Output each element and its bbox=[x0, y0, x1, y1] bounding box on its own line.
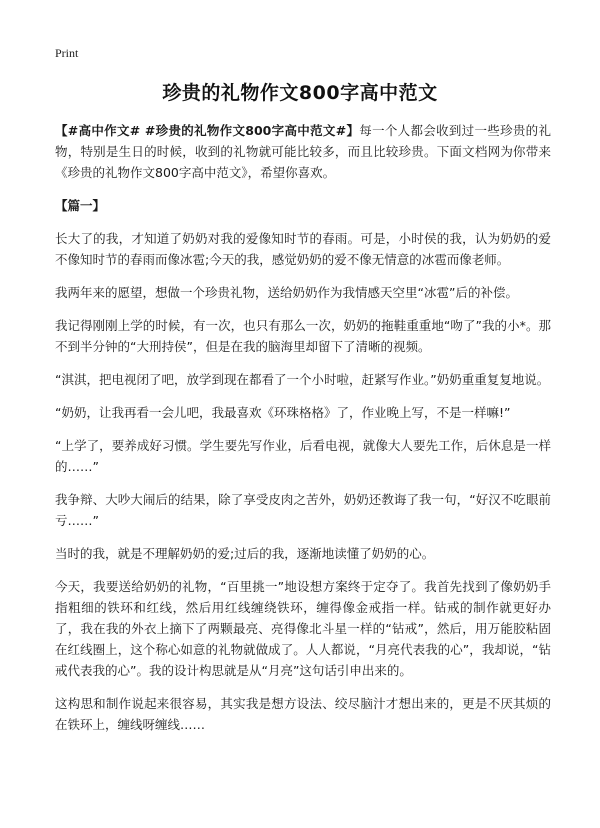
intro-tag: 【#高中作文# #珍贵的礼物作文800字高中范文#】 bbox=[55, 123, 360, 138]
intro-text: 每一个人都会收到过一些珍贵的礼物，特别是生日的时候，收到的礼物就可能比较多，而且比较珍贵。下面文档网为你带来《珍贵的礼物作文800字高中范文》，希望你喜欢。 bbox=[55, 123, 551, 180]
paragraph: “淇淇，把电视闭了吧，放学到现在都看了一个小时啦，赶紧写作业。”奶奶重重复复地说。 bbox=[55, 372, 550, 387]
intro-paragraph bbox=[55, 120, 551, 183]
section-heading: 【篇一】 bbox=[55, 198, 106, 213]
paragraph: 当时的我，就是不理解奶奶的爱;过后的我，逐渐地读懂了奶奶的心。 bbox=[55, 546, 435, 561]
print-link[interactable]: Print bbox=[55, 46, 79, 60]
paragraph: “奶奶，让我再看一会儿吧，我最喜欢《环珠格格》了，作业晚上写，不是一样嘛!” bbox=[55, 405, 511, 420]
paragraph: 今天，我要送给奶奶的礼物，“百里挑一”地设想方案终于定夺了。我首先找到了像奶奶手指粗细的铁环和红线，然后用红线缠绕铁环，缠得像金戒指一样。钻戒的制作就更好办了，我在我的外衣上摘下了两颗最亮、亮得像北斗星一样的“钻戒”，然后，用万能胶粘固在红线圈上，这个称心如意的礼物就做成了。人人都说，“月亮代表我的心”，我却说，“钻戒代表我的心”。我的设计构思就是从“月亮”这句话引申出来的。 bbox=[55, 579, 551, 678]
article-body bbox=[55, 120, 551, 747]
paragraph: 我两年来的愿望，想做一个珍贵礼物，送给奶奶作为我情感天空里“冰雹”后的补偿。 bbox=[55, 285, 518, 300]
paragraph: 长大了的我，才知道了奶奶对我的爱像知时节的春雨。可是，小时侯的我，认为奶奶的爱不像知时节的春雨而像冰雹;今天的我，感觉奶奶的爱不像无情意的冰雹而像老师。 bbox=[55, 231, 551, 267]
paragraph: “上学了，要养成好习惯。学生要先写作业，后看电视，就像大人要先工作，后休息是一样的……” bbox=[55, 438, 551, 474]
paragraph: 我记得刚刚上学的时候，有一次，也只有那么一次，奶奶的拖鞋重重地“吻了”我的小*。那不到半分钟的“大刑持侯”，但是在我的脑海里却留下了清晰的视频。 bbox=[55, 318, 551, 354]
page-title: 珍贵的礼物作文800字高中范文 bbox=[162, 82, 438, 104]
paragraph: 这构思和制作说起来很容易，其实我是想方设法、绞尽脑汁才想出来的，更是不厌其烦的在铁环上，缠线呀缠线…… bbox=[55, 696, 551, 732]
paragraph: 我争辩、大吵大闹后的结果，除了享受皮肉之苦外，奶奶还教诲了我一句，“好汉不吃眼前亏……” bbox=[55, 492, 551, 528]
